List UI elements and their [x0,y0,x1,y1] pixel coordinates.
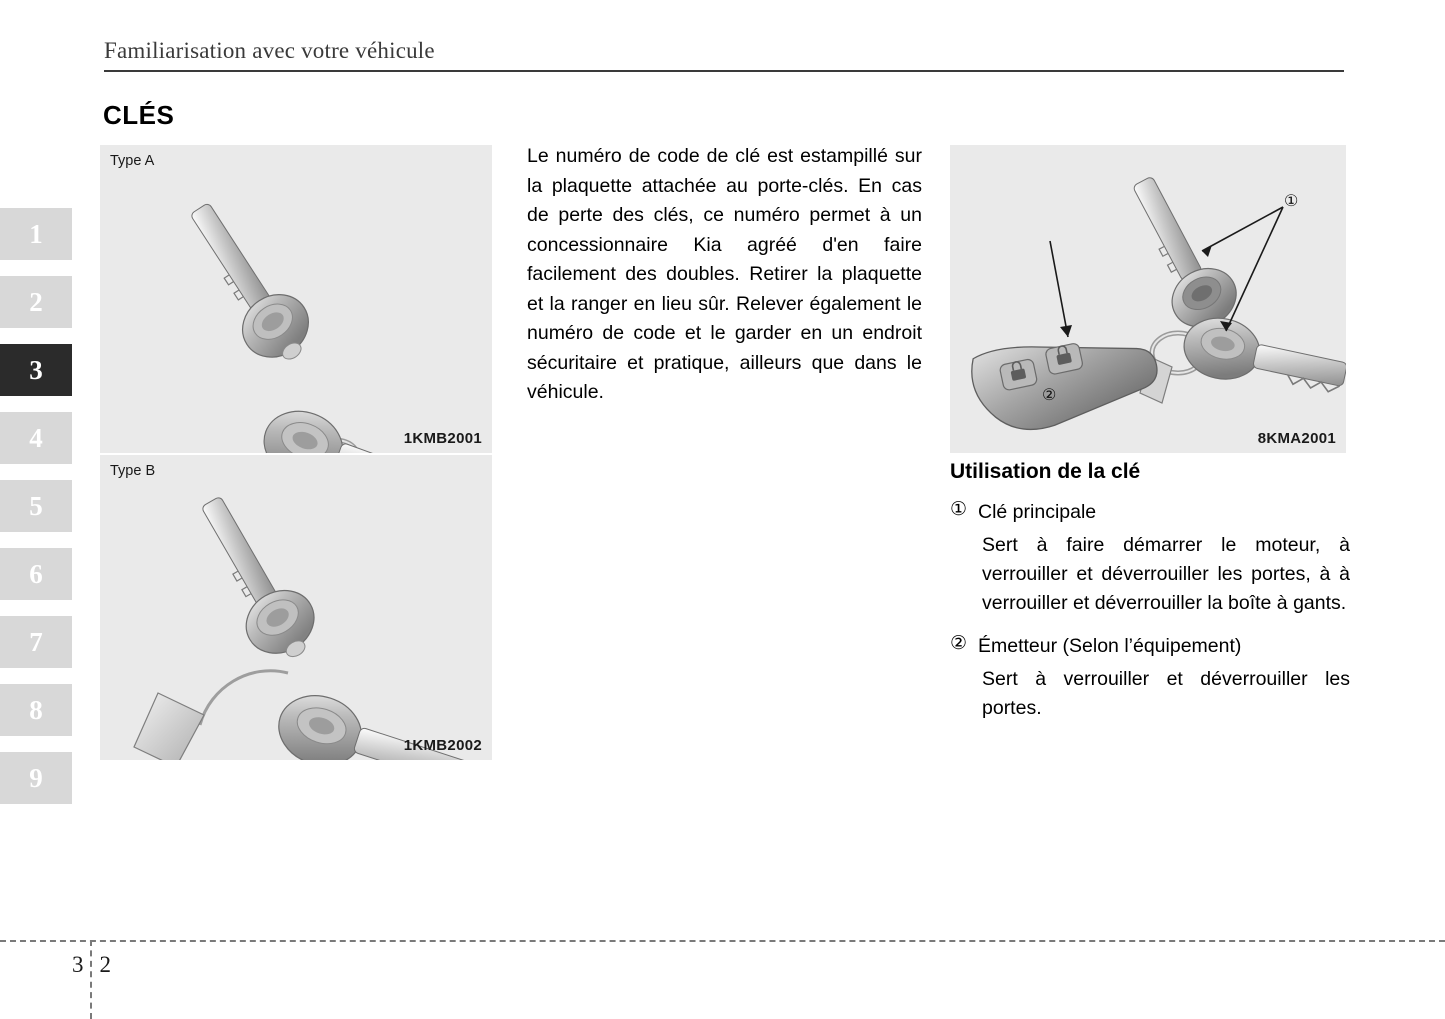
chapter-tab-3[interactable]: 3 [0,344,72,396]
key-usage-heading: Utilisation de la clé [950,460,1141,483]
chapter-tab-7[interactable]: 7 [0,616,72,668]
chapter-tab-8[interactable]: 8 [0,684,72,736]
figure-key-and-transmitter [950,145,1346,453]
footer-divider [0,940,1445,942]
figure-key-type-a [100,145,492,453]
list-bullet-2: ② [950,633,968,654]
chapter-tab-6[interactable]: 6 [0,548,72,600]
key-usage-section [950,460,1350,737]
chapter-tab-9[interactable]: 9 [0,752,72,804]
chapter-tab-4[interactable]: 4 [0,412,72,464]
callout-1-marker: ① [1284,193,1299,210]
page-number-page: 2 [99,952,111,977]
callout-2-marker: ② [1042,387,1057,404]
figure-type-a-code: 1KMB2001 [403,430,482,447]
figure-type-b-code: 1KMB2002 [403,737,482,754]
chapter-tab-5[interactable]: 5 [0,480,72,532]
figure-type-b-label: Type B [110,463,156,479]
chapter-tab-list [0,208,72,820]
figure-remote-code: 8KMA2001 [1257,430,1336,447]
page-title: Familiarisation avec votre véhicule [104,38,435,63]
key-type-b-illustration [100,455,492,760]
chapter-tab-1[interactable]: 1 [0,208,72,260]
figure-key-type-b [100,455,492,760]
list-item-title: Clé principale [978,501,1097,523]
list-bullet-1: ① [950,499,968,520]
page-number-section: 3 [72,952,84,977]
list-item-body: Sert à faire démarrer le moteur, à verrouiller et déverrouiller les portes, à à verrouiller et déverrouiller la boîte à gants. [982,534,1350,614]
page-number [72,952,111,978]
list-item [950,498,1350,618]
key-type-a-illustration [100,145,492,453]
section-heading: CLÉS [103,100,175,130]
page-header [104,38,1344,72]
list-item [950,632,1350,723]
figure-type-a-label: Type A [110,153,155,169]
list-item-body: Sert à verrouiller et déverrouiller les portes. [982,668,1350,719]
body-paragraph: Le numéro de code de clé est estampillé sur la plaquette attachée au porte-clés. En cas de perte des clés, ce numéro permet à un concessionnaire Kia agréé d'en faire facilement des doubles. Retirer la plaquette et la ranger en lieu sûr. Relever également le numéro de code et le garder en un endroit sécuritaire et pratique, ailleurs que dans le véhicule. [527,145,922,403]
header-divider [104,70,1344,72]
list-item-title: Émetteur (Selon l’équipement) [978,635,1242,657]
chapter-tab-2[interactable]: 2 [0,276,72,328]
